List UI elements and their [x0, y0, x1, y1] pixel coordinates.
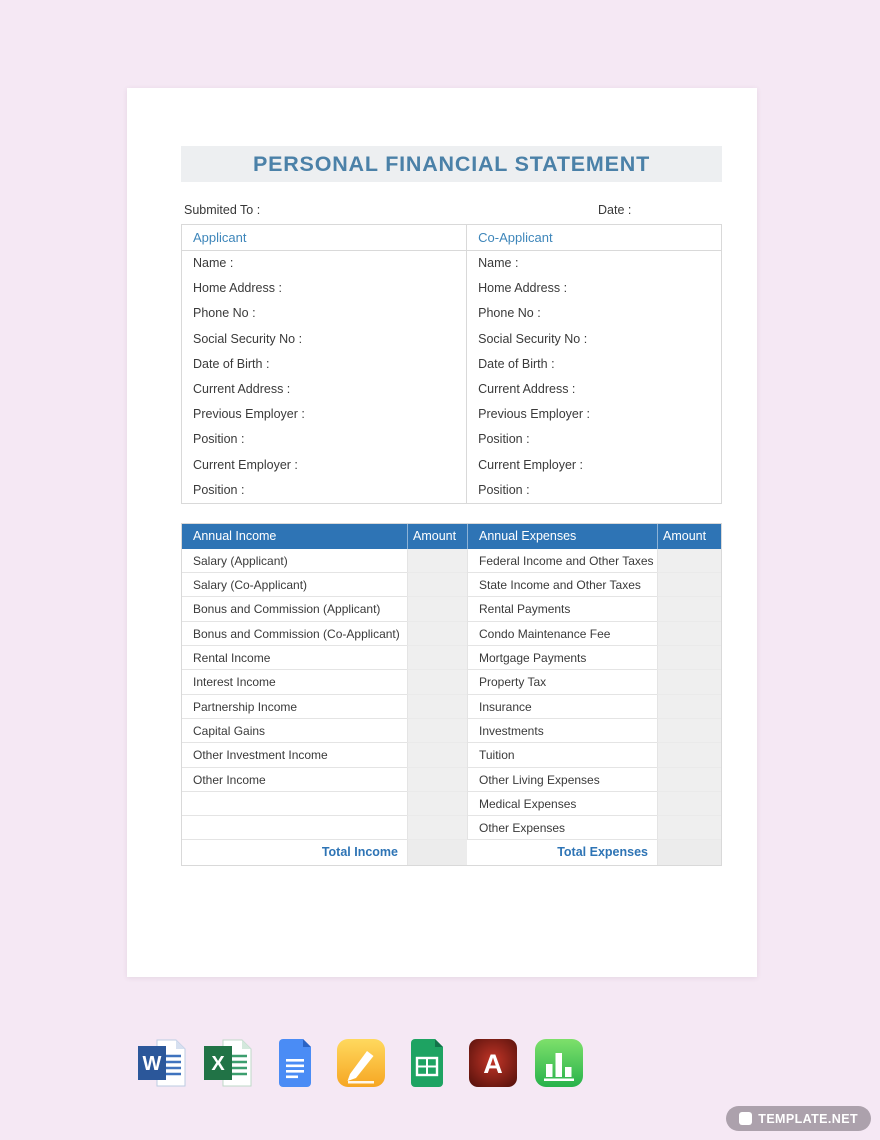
field-label: Previous Employer :: [478, 407, 590, 422]
field-label: Current Address :: [193, 381, 291, 396]
adobe-pdf-icon[interactable]: [467, 1037, 519, 1089]
field-label: Position :: [478, 432, 530, 447]
financial-table-header: [182, 524, 721, 549]
income-amount-cell: [407, 816, 467, 840]
expense-amount-cell: [657, 768, 721, 792]
financial-table-body: [182, 549, 721, 841]
expense-amount-cell: [657, 670, 721, 694]
field-label: Current Employer :: [193, 457, 298, 472]
template-net-logo-icon: [739, 1112, 752, 1125]
expense-item-label: Federal Income and Other Taxes: [467, 549, 657, 573]
income-amount-cell: [407, 792, 467, 816]
expense-amount-cell: [657, 573, 721, 597]
total-expenses-label: Total Expenses: [467, 840, 657, 865]
field-label: Name :: [478, 256, 519, 270]
expense-item-label: Property Tax: [467, 670, 657, 694]
applicant-table: [181, 224, 722, 504]
google-docs-icon[interactable]: [269, 1037, 321, 1089]
field-label: Position :: [193, 482, 245, 497]
document: [127, 88, 757, 977]
apple-pages-icon[interactable]: [335, 1037, 387, 1089]
income-amount-cell: [407, 768, 467, 792]
applicant-column: [182, 225, 467, 503]
expense-amount-cell: [657, 719, 721, 743]
income-amount-cell: [407, 695, 467, 719]
income-item-label: Bonus and Commission (Co-Applicant): [182, 622, 407, 646]
expense-item-label: Insurance: [467, 695, 657, 719]
word-icon[interactable]: [137, 1037, 189, 1089]
column-header: Applicant: [182, 225, 466, 251]
excel-icon[interactable]: [203, 1037, 255, 1089]
date-label: Date :: [598, 203, 632, 217]
income-item-label: Other Investment Income: [182, 743, 407, 767]
expense-item-label: Other Expenses: [467, 816, 657, 840]
column-header: Co-Applicant: [467, 225, 721, 251]
field-label: Home Address :: [193, 281, 282, 296]
income-amount-cell: [407, 597, 467, 621]
expense-amount-cell: [657, 646, 721, 670]
field-label: Date of Birth :: [478, 356, 555, 371]
expense-item-label: Rental Payments: [467, 597, 657, 621]
page-title: PERSONAL FINANCIAL STATEMENT: [181, 146, 722, 182]
income-amount-cell: [407, 646, 467, 670]
svg-text:A: A: [483, 1049, 503, 1079]
field-label: Position :: [193, 432, 245, 447]
income-item-label: Rental Income: [182, 646, 407, 670]
total-income-amount-cell: [407, 840, 467, 865]
income-item-label: [182, 816, 407, 840]
total-expenses-amount-cell: [657, 840, 721, 865]
total-income-label: Total Income: [182, 840, 407, 865]
income-amount-cell: [407, 670, 467, 694]
field-label: Current Address :: [478, 381, 576, 396]
income-item-label: [182, 792, 407, 816]
annual-income-header: Annual Income: [182, 524, 407, 549]
income-item-label: Partnership Income: [182, 695, 407, 719]
expense-item-label: Mortgage Payments: [467, 646, 657, 670]
format-icons-row: [137, 1037, 585, 1089]
expense-item-label: Condo Maintenance Fee: [467, 622, 657, 646]
expense-item-label: State Income and Other Taxes: [467, 573, 657, 597]
expense-amount-header: Amount: [657, 524, 721, 549]
expense-amount-cell: [657, 743, 721, 767]
expense-amount-cell: [657, 816, 721, 840]
field-label: Home Address :: [478, 281, 568, 296]
field-label: Phone No :: [193, 306, 256, 321]
expense-item-label: Tuition: [467, 743, 657, 767]
svg-text:X: X: [211, 1053, 225, 1075]
field-label: Current Employer :: [478, 457, 584, 472]
submitted-to-label: Submited To :: [184, 203, 261, 217]
template-net-watermark: [726, 1106, 871, 1131]
income-amount-cell: [407, 549, 467, 573]
income-item-label: Salary (Co-Applicant): [182, 573, 407, 597]
income-item-label: Capital Gains: [182, 719, 407, 743]
annual-expenses-header: Annual Expenses: [467, 524, 657, 549]
income-amount-cell: [407, 719, 467, 743]
co-applicant-column: [467, 225, 721, 503]
field-label: Previous Employer :: [193, 407, 305, 422]
income-amount-header: Amount: [407, 524, 467, 549]
field-label: Social Security No :: [478, 331, 588, 346]
income-item-label: Other Income: [182, 768, 407, 792]
income-amount-cell: [407, 622, 467, 646]
financial-table-totals: [182, 840, 721, 865]
expense-item-label: Medical Expenses: [467, 792, 657, 816]
income-amount-cell: [407, 573, 467, 597]
google-sheets-icon[interactable]: [401, 1037, 453, 1089]
income-item-label: Bonus and Commission (Applicant): [182, 597, 407, 621]
field-label: Name :: [193, 256, 234, 270]
watermark-text: TEMPLATE.NET: [758, 1111, 858, 1126]
income-amount-cell: [407, 743, 467, 767]
svg-text:W: W: [142, 1053, 162, 1075]
expense-amount-cell: [657, 792, 721, 816]
income-item-label: Interest Income: [182, 670, 407, 694]
income-item-label: Salary (Applicant): [182, 549, 407, 573]
expense-amount-cell: [657, 695, 721, 719]
field-label: Date of Birth :: [193, 356, 270, 371]
document-content: [181, 146, 722, 866]
field-label: Social Security No :: [193, 331, 303, 346]
financial-table: [181, 523, 722, 867]
field-label: Position :: [478, 482, 530, 497]
expense-item-label: Other Living Expenses: [467, 768, 657, 792]
meta-row: [181, 203, 722, 219]
expense-amount-cell: [657, 597, 721, 621]
field-label: Phone No :: [478, 306, 541, 321]
apple-numbers-icon[interactable]: [533, 1037, 585, 1089]
expense-amount-cell: [657, 549, 721, 573]
expense-amount-cell: [657, 622, 721, 646]
expense-item-label: Investments: [467, 719, 657, 743]
